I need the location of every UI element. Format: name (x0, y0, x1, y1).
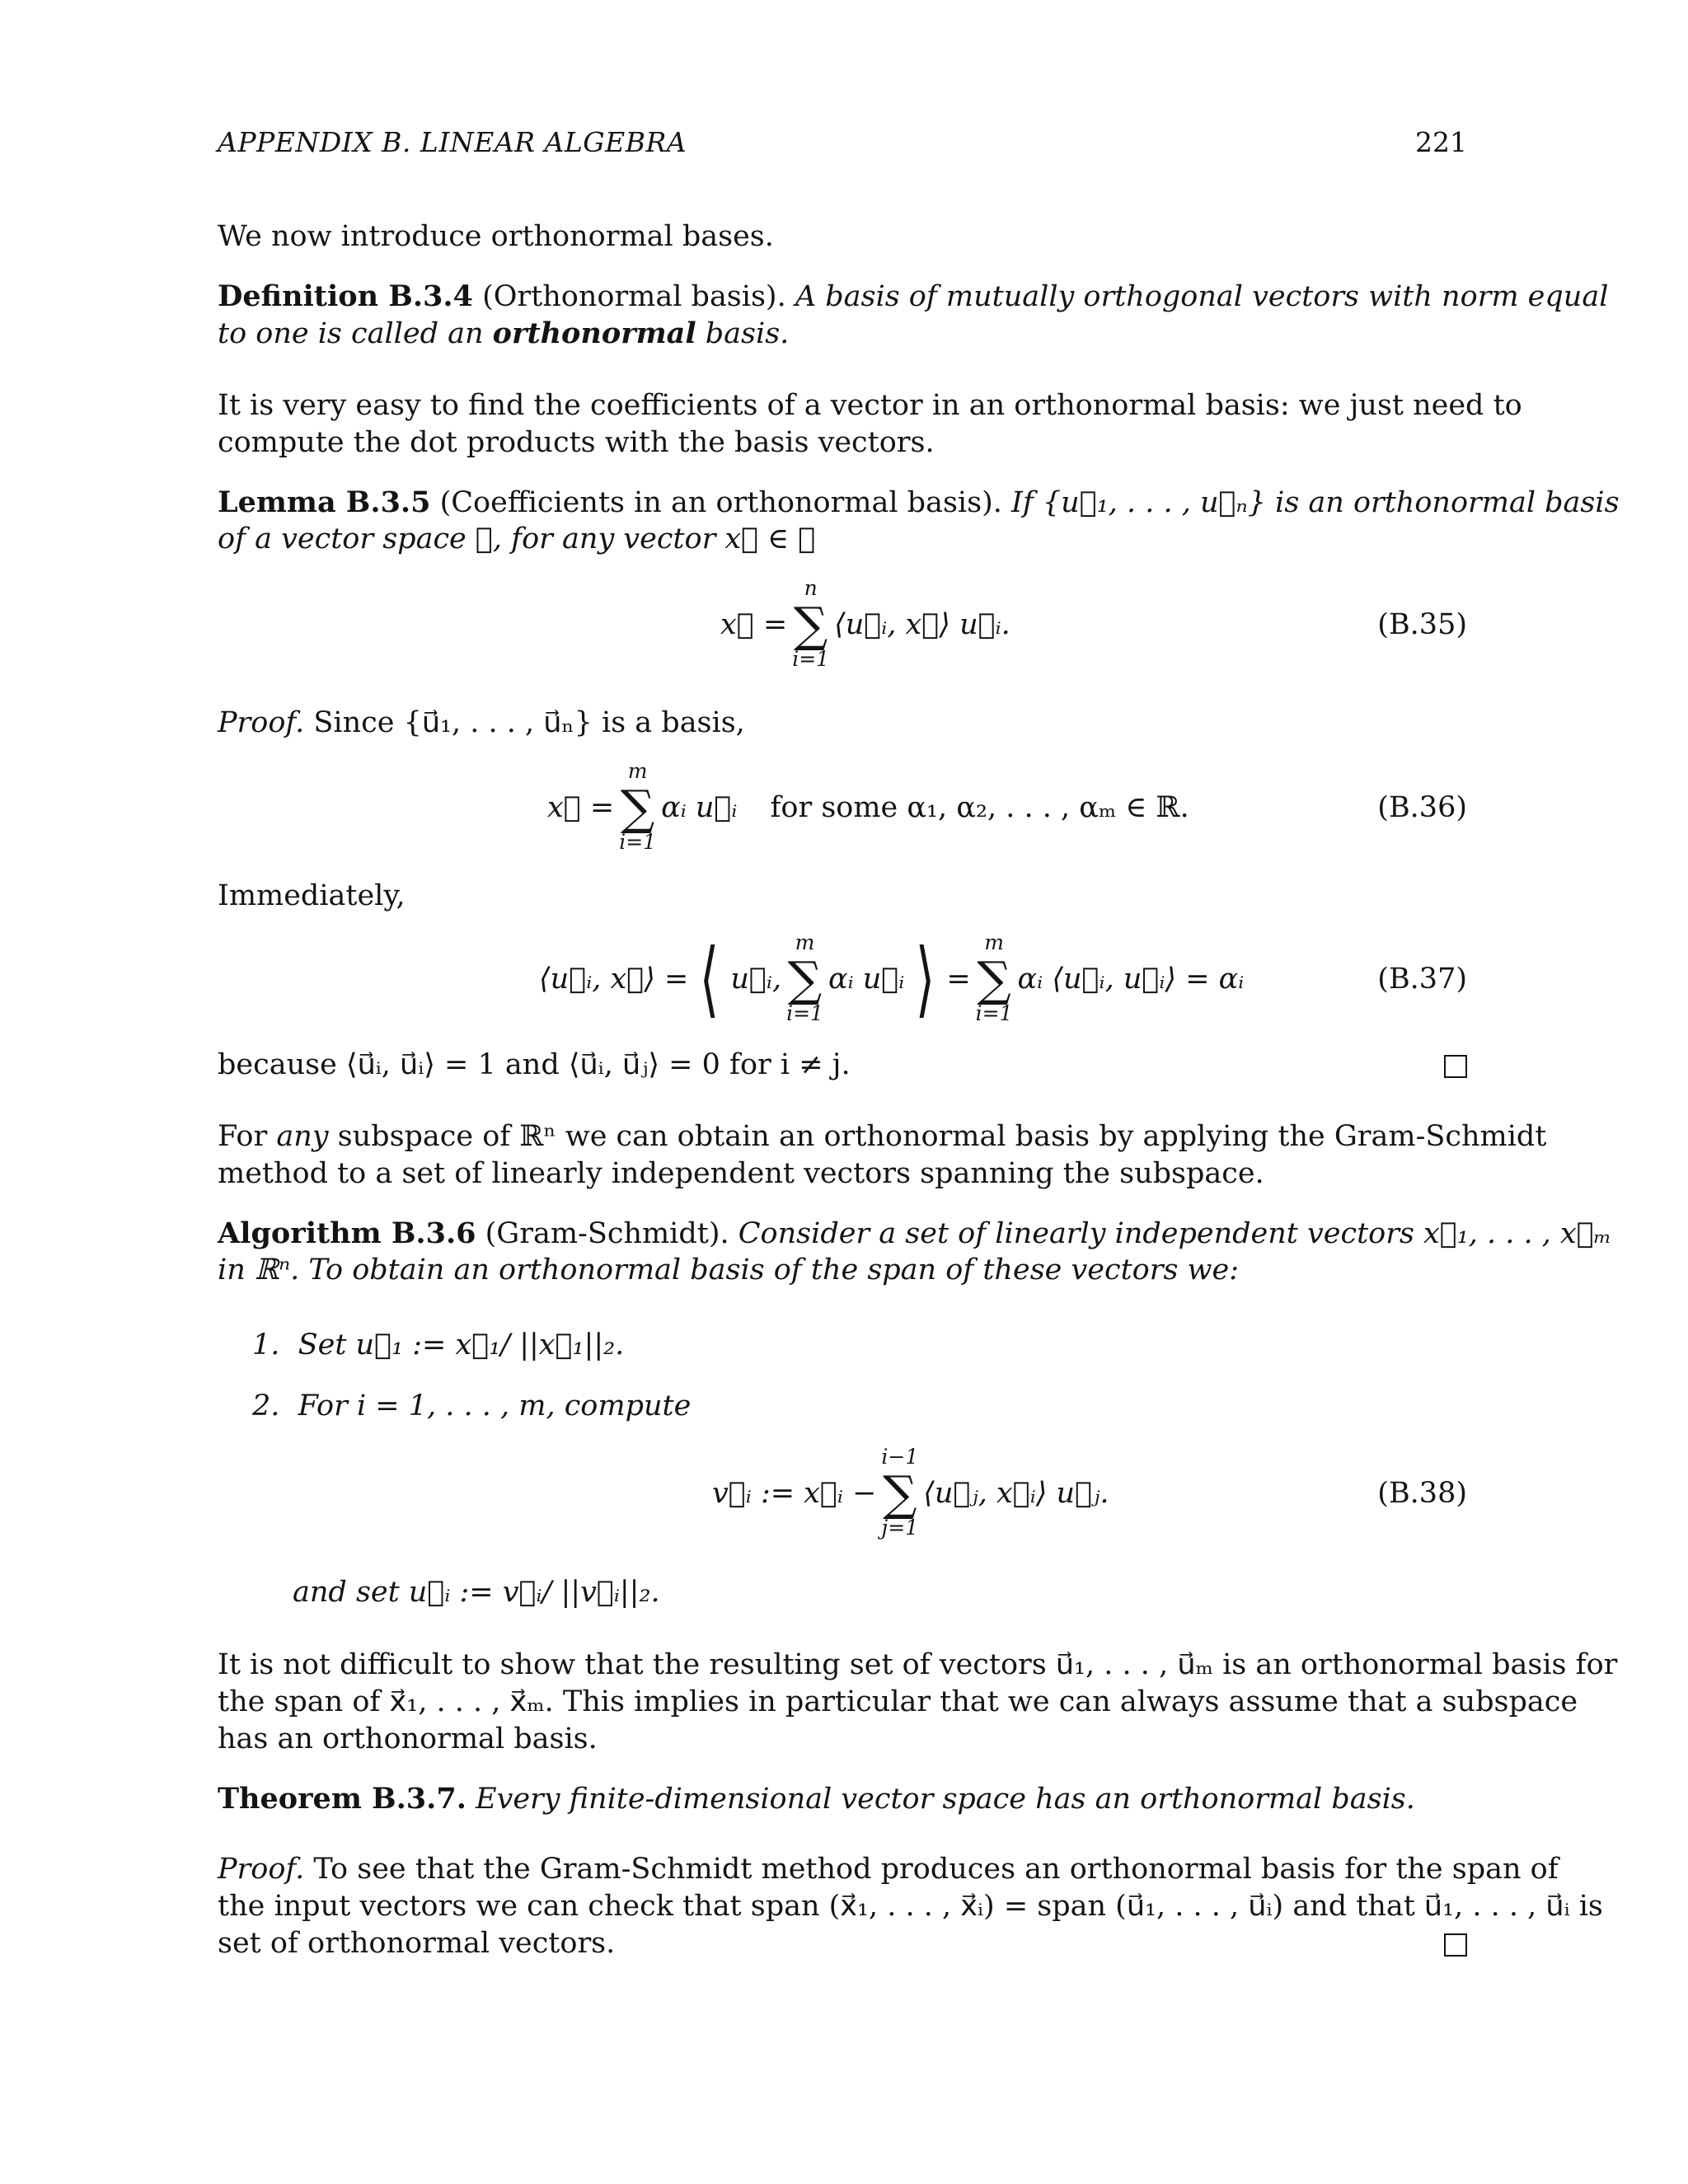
eq37-inner-b: αᵢ u⃗ᵢ (828, 962, 905, 996)
proof-2-line3: set of orthonormal vectors. (218, 1927, 616, 1960)
eq35-rhs: ⟨u⃗ᵢ, x⃗⟩ u⃗ᵢ. (834, 607, 1010, 641)
eq37-lower-limit-1: i=1 (786, 1001, 823, 1025)
theorem-text: Every finite-dimensional vector space has an orthonormal basis. (476, 1783, 1415, 1816)
right-angle-bracket-icon: ⟩ (916, 930, 935, 1027)
step-2-number: 2. (252, 1390, 280, 1422)
definition-text-line1: A basis of mutually orthogonal vectors with norm equal (795, 280, 1609, 313)
eq38-lhs: v⃗ᵢ := x⃗ᵢ − (712, 1476, 877, 1510)
paragraph-1-line2: compute the dot products with the basis vectors. (218, 426, 935, 459)
equation-number-b36: (B.36) (1377, 791, 1467, 824)
paragraph-2-line2: method to a set of linearly independent vectors spanning the subspace. (218, 1157, 1264, 1190)
eq37-upper-limit-2: m (984, 930, 1004, 954)
eq35-upper-limit: n (804, 576, 818, 600)
eq38-lower-limit: j=1 (881, 1516, 919, 1540)
immediately-text: Immediately, (218, 879, 406, 912)
eq36-condition: for some α₁, α₂, . . . , αₘ ∈ ℝ. (770, 790, 1189, 824)
eq37-mid: = (946, 962, 971, 996)
lemma-text-line2: of a vector space 𝒱, for any vector x⃗ ∈ 𝒱 (218, 523, 816, 555)
proof-1-label: Proof. (218, 706, 305, 739)
paragraph-2-line1 (218, 1118, 1547, 1155)
algorithm-name: (Gram-Schmidt). (485, 1217, 729, 1250)
proof-1-line (218, 705, 1467, 742)
para2-any: any (276, 1120, 329, 1153)
summation-symbol: m ∑ i=1 (619, 759, 657, 854)
qed-square-icon (1444, 1055, 1467, 1078)
paragraph-1-line1: It is very easy to find the coefficients of a vector in an orthonormal basis: we just need to (218, 389, 1522, 422)
definition-text-line2 (218, 315, 1467, 353)
eq36-rhs: αᵢ u⃗ᵢ (661, 790, 738, 824)
definition-name: (Orthonormal basis). (482, 280, 786, 313)
algorithm-text-line1: Consider a set of linearly independent vectors x⃗₁, . . . , x⃗ₘ (738, 1217, 1612, 1250)
qed-square-icon (1444, 1933, 1467, 1957)
summation-symbol: n ∑ i=1 (792, 576, 830, 671)
step-2-text: For i = 1, . . . , m, compute (298, 1390, 692, 1422)
theorem-line (218, 1780, 1467, 1818)
definition-label: Definition B.3.4 (218, 279, 473, 313)
paragraph-3-line3: has an orthonormal basis. (218, 1722, 598, 1755)
equation-number-b35: (B.35) (1377, 608, 1467, 641)
proof-2-line2: the input vectors we can check that span (x⃗₁, . . . , x⃗ᵢ) = span (u⃗₁, . . . , u⃗ᵢ) and that u⃗₁, . . . , u⃗ᵢ is (218, 1890, 1603, 1923)
eq37-lhs: ⟨u⃗ᵢ, x⃗⟩ = (539, 962, 689, 996)
running-header: APPENDIX B. LINEAR ALGEBRA (218, 126, 687, 158)
algorithm-label: Algorithm B.3.6 (218, 1216, 476, 1250)
proof-2-line1 (218, 1851, 1559, 1888)
eq37-inner-a: u⃗ᵢ, (730, 962, 782, 996)
theorem-label: Theorem B.3.7. (218, 1782, 467, 1816)
equation-number-b37: (B.37) (1377, 963, 1467, 996)
eq38-rhs: ⟨u⃗ⱼ, x⃗ᵢ⟩ u⃗ⱼ. (923, 1476, 1109, 1510)
eq36-lhs: x⃗ = (547, 790, 615, 824)
equation-b36 (218, 758, 1467, 857)
page-number: 221 (1415, 126, 1467, 158)
proof-2-label: Proof. (218, 1853, 305, 1886)
para2-for: For (218, 1120, 268, 1153)
eq36-upper-limit: m (627, 759, 648, 783)
definition-block (218, 278, 1609, 316)
definition-text2a: to one is called an (218, 317, 484, 350)
lemma-label: Lemma B.3.5 (218, 485, 431, 519)
algorithm-line1 (218, 1215, 1612, 1253)
left-angle-bracket-icon: ⟨ (700, 930, 720, 1027)
eq38-upper-limit: i−1 (881, 1445, 919, 1469)
intro-sentence: We now introduce orthonormal bases. (218, 220, 774, 253)
because-line: because ⟨u⃗ᵢ, u⃗ᵢ⟩ = 1 and ⟨u⃗ᵢ, u⃗ⱼ⟩ = 0 for i ≠ j. (218, 1048, 851, 1081)
equation-b37 (218, 930, 1467, 1029)
eq36-lower-limit: i=1 (619, 830, 657, 854)
summation-symbol: m ∑ i=1 (975, 930, 1013, 1025)
algorithm-step-1 (252, 1327, 624, 1364)
algorithm-text-line2: in ℝⁿ. To obtain an orthonormal basis of the span of these vectors we: (218, 1254, 1239, 1286)
definition-term: orthonormal (492, 316, 696, 350)
paragraph-3-line2: the span of x⃗₁, . . . , x⃗ₘ. This implies in particular that we can always assume that a subspace (218, 1685, 1578, 1718)
equation-b35 (218, 575, 1467, 674)
equation-b38 (218, 1444, 1467, 1543)
lemma-name: (Coefficients in an orthonormal basis). (439, 486, 1002, 519)
para2-rest: subspace of ℝⁿ we can obtain an orthonormal basis by applying the Gram-Schmidt (337, 1120, 1547, 1153)
lemma-line1 (218, 484, 1620, 522)
definition-text2b: basis. (705, 317, 790, 350)
lemma-text-line1: If {u⃗₁, . . . , u⃗ₙ} is an orthonormal basis (1011, 486, 1620, 519)
equation-number-b38: (B.38) (1377, 1477, 1467, 1510)
eq37-rhs: αᵢ ⟨u⃗ᵢ, u⃗ᵢ⟩ = αᵢ (1017, 962, 1245, 996)
step-1-number: 1. (252, 1329, 280, 1361)
eq35-lower-limit: i=1 (792, 647, 830, 671)
proof-1-text: Since {u⃗₁, . . . , u⃗ₙ} is a basis, (313, 706, 745, 739)
summation-symbol: m ∑ i=1 (786, 930, 823, 1025)
algorithm-step-2 (252, 1388, 691, 1425)
eq35-lhs: x⃗ = (720, 607, 788, 641)
paragraph-3-line1: It is not difficult to show that the resulting set of vectors u⃗₁, . . . , u⃗ₘ is an orthonormal basis for (218, 1648, 1618, 1681)
summation-symbol: i−1 ∑ j=1 (881, 1445, 919, 1540)
proof-2-text-line1: To see that the Gram-Schmidt method produces an orthonormal basis for the span of (313, 1853, 1559, 1886)
eq37-upper-limit-1: m (795, 930, 815, 954)
algorithm-step-2-end: and set u⃗ᵢ := v⃗ᵢ/ ||v⃗ᵢ||₂. (293, 1576, 660, 1609)
step-1-text: Set u⃗₁ := x⃗₁/ ||x⃗₁||₂. (298, 1329, 625, 1361)
eq37-lower-limit-2: i=1 (975, 1001, 1013, 1025)
